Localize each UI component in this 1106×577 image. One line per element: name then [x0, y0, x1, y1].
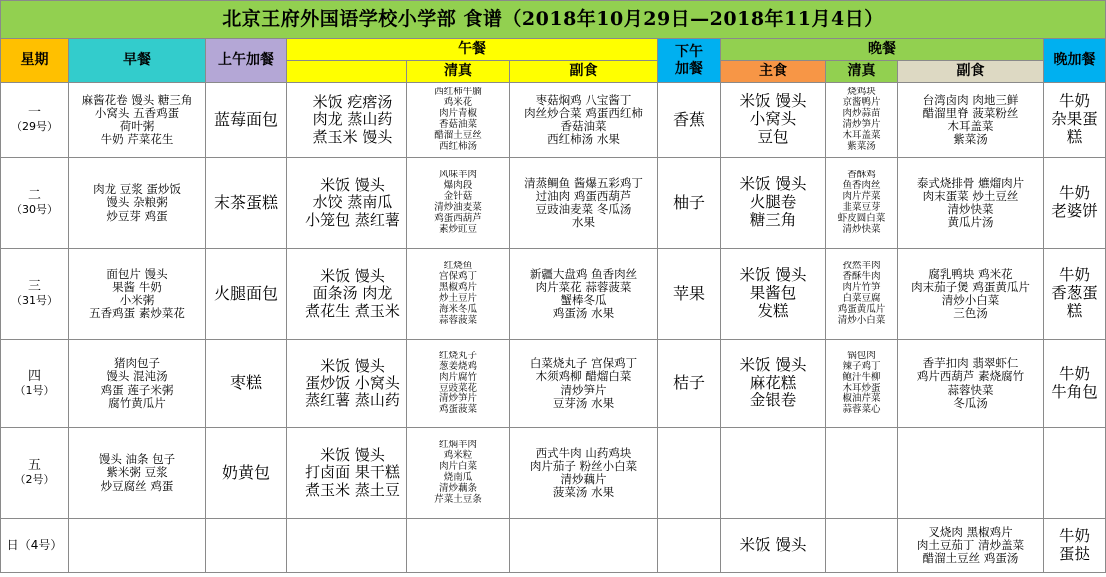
lunch-fushi-cell: 清蒸鲷鱼 酱爆五彩鸡丁 过油肉 鸡蛋西葫芦 豆豉油麦菜 冬瓜汤 水果: [510, 158, 658, 249]
weekday-cell: [1, 340, 69, 428]
pm-snack-cell: 桔子: [658, 340, 721, 428]
night-snack-cell: 牛奶 香葱蛋 糕: [1044, 249, 1106, 340]
weekday-cell: [1, 83, 69, 158]
dinner-fushi-cell: 香芋扣肉 翡翠虾仁 鸡片西葫芦 素烧腐竹 蒜蓉快菜 冬瓜汤: [898, 340, 1044, 428]
dinner-qingzhen-cell: [826, 158, 898, 249]
lunch-main-cell: 米饭 馒头 蛋炒饭 小窝头 蒸红薯 蒸山药: [287, 340, 407, 428]
lunch-fushi-cell: 西式牛肉 山药鸡块 肉片茄子 粉丝小白菜 清炒藕片 菠菜汤 水果: [510, 428, 658, 519]
weekday-cell: [1, 519, 69, 573]
night-snack-cell: 牛奶 老婆饼: [1044, 158, 1106, 249]
lunch-fushi-cell: [510, 519, 658, 573]
header-night-snack: 晚加餐: [1044, 39, 1106, 83]
header-dinner-qingzhen: 清真: [826, 61, 898, 83]
lunch-main-cell: 米饭 馒头 面条汤 肉龙 煮花生 煮玉米: [287, 249, 407, 340]
page-title: 北京王府外国语学校小学部 食谱（2018年10月29日—2018年11月4日）: [1, 1, 1106, 39]
weekday-cell: [1, 249, 69, 340]
header-dinner-zhushi: 主食: [721, 61, 826, 83]
date-label: （4号）: [18, 537, 63, 552]
dinner-qingzhen-text: 烧鸡块 京酱鸭片 肉炒蒜苗 清炒笋片 木耳盖菜 紫菜汤: [842, 87, 881, 152]
table-row: [1, 158, 1106, 249]
breakfast-cell: 馒头 油条 包子 紫米粥 豆浆 炒豆腐丝 鸡蛋: [69, 428, 206, 519]
header-dinner: 晚餐: [721, 39, 1044, 61]
am-snack-cell: 末茶蛋糕: [206, 158, 287, 249]
dinner-zhushi-cell: [721, 428, 826, 519]
pm-snack-cell: 柚子: [658, 158, 721, 249]
pm-snack-cell: [658, 428, 721, 519]
header-breakfast: 早餐: [69, 39, 206, 83]
lunch-main-cell: 米饭 疙瘩汤 肉龙 蒸山药 煮玉米 馒头: [287, 83, 407, 158]
lunch-fushi-cell: 枣菇焖鸡 八宝酱丁 肉丝炒合菜 鸡蛋西红柿 香菇油菜 西红柿汤 水果: [510, 83, 658, 158]
header-dinner-fushi: 副食: [898, 61, 1044, 83]
header-lunch: 午餐: [287, 39, 658, 61]
lunch-qingzhen-cell: [407, 158, 510, 249]
dinner-qingzhen-text: 锅包肉 辣子鸡丁 鲍汁牛柳 木耳炒蛋 椒油芹菜 蒜蓉菜心: [842, 350, 881, 416]
lunch-main-cell: 米饭 馒头 打卤面 果干糕 煮玉米 蒸土豆: [287, 428, 407, 519]
dinner-qingzhen-cell: [826, 519, 898, 573]
breakfast-cell: 猪肉包子 馒头 混沌汤 鸡蛋 莲子米粥 腐竹黄瓜片: [69, 340, 206, 428]
date-label: （31号）: [11, 294, 58, 308]
lunch-qingzhen-cell: [407, 519, 510, 573]
lunch-qingzhen-text: 风味羊肉 爆肉段 金针菇 清炒油麦菜 鸡蛋西葫芦 素炒豇豆: [434, 170, 482, 235]
table-row: [1, 83, 1106, 158]
lunch-main-cell: 米饭 馒头 水饺 蒸南瓜 小笼包 蒸红薯: [287, 158, 407, 249]
am-snack-cell: 火腿面包: [206, 249, 287, 340]
pm-snack-cell: 苹果: [658, 249, 721, 340]
lunch-qingzhen-text: 西红柿牛腩 鸡米花 肉片青椒 香菇油菜 醋溜土豆丝 西红柿汤: [434, 87, 482, 152]
lunch-qingzhen-text: 红烧丸子 葱姜烧鸡 肉片腐竹 豆豉菜花 清炒笋片 鸡蛋菠菜: [438, 350, 477, 416]
am-snack-cell: 蓝莓面包: [206, 83, 287, 158]
table-row: [1, 249, 1106, 340]
lunch-qingzhen-cell: [407, 83, 510, 158]
lunch-qingzhen-text: 红焖羊肉 鸡米粒 肉片白菜 烧南瓜 清炒藕条 芹菜土豆条: [434, 440, 482, 505]
dinner-zhushi-cell: 米饭 馒头: [721, 519, 826, 573]
night-snack-cell: [1044, 428, 1106, 519]
dinner-qingzhen-text: 孜然羊肉 香酥牛肉 肉片竹笋 白菜豆腐 鸡蛋黄瓜片 清炒小白菜: [837, 261, 886, 326]
dinner-qingzhen-text: 香酥鸡 鱼香肉丝 肉片芹菜 韭菜豆芽 虾皮圆白菜 清炒快菜: [837, 170, 886, 235]
dinner-qingzhen-cell: [826, 428, 898, 519]
breakfast-cell: 肉龙 豆浆 蛋炒饭 馒头 杂粮粥 炒豆芽 鸡蛋: [69, 158, 206, 249]
breakfast-cell: 面包片 馒头 果酱 牛奶 小米粥 五香鸡蛋 素炒菜花: [69, 249, 206, 340]
dinner-zhushi-cell: 米饭 馒头 小窝头 豆包: [721, 83, 826, 158]
header-weekday: 星期: [1, 39, 69, 83]
header-pm-snack: 下午 加餐: [658, 39, 721, 83]
weekday-label: 二: [27, 188, 41, 204]
breakfast-cell: [69, 519, 206, 573]
breakfast-cell: 麻酱花卷 馒头 糖三角 小窝头 五香鸡蛋 荷叶粥 牛奶 芹菜花生: [69, 83, 206, 158]
header-lunch-main: [287, 61, 407, 83]
weekday-label: 三: [27, 279, 41, 295]
weekday-label: 五: [27, 458, 41, 474]
dinner-qingzhen-cell: [826, 83, 898, 158]
night-snack-cell: 牛奶 牛角包: [1044, 340, 1106, 428]
lunch-fushi-cell: 白菜烧丸子 宫保鸡丁 木须鸡柳 醋熘白菜 清炒笋片 豆芽汤 水果: [510, 340, 658, 428]
date-label: （2号）: [14, 473, 55, 487]
pm-snack-cell: [658, 519, 721, 573]
weekday-label: 日: [6, 537, 19, 552]
header-am-snack: 上午加餐: [206, 39, 287, 83]
dinner-zhushi-cell: 米饭 馒头 火腿卷 糖三角: [721, 158, 826, 249]
dinner-fushi-cell: 台湾卤肉 肉地三鲜 醋溜里脊 菠菜粉丝 木耳盖菜 紫菜汤: [898, 83, 1044, 158]
night-snack-cell: 牛奶 蛋挞: [1044, 519, 1106, 573]
weekday-label: 一: [27, 105, 41, 121]
dinner-fushi-cell: 腐乳鸭块 鸡米花 肉末茄子煲 鸡蛋黄瓜片 清炒小白菜 三色汤: [898, 249, 1044, 340]
lunch-qingzhen-cell: [407, 340, 510, 428]
dinner-qingzhen-cell: [826, 249, 898, 340]
weekday-cell: [1, 428, 69, 519]
lunch-main-cell: [287, 519, 407, 573]
weekday-cell: [1, 158, 69, 249]
dinner-fushi-cell: 泰式烧排骨 爊熘肉片 肉末蛋菜 炒土豆丝 清炒快菜 黄瓜片汤: [898, 158, 1044, 249]
header-lunch-fushi: 副食: [510, 61, 658, 83]
pm-snack-cell: 香蕉: [658, 83, 721, 158]
date-label: （1号）: [14, 383, 55, 397]
header-lunch-qingzhen: 清真: [407, 61, 510, 83]
weekday-date-label: [1, 539, 68, 553]
am-snack-cell: 枣糕: [206, 340, 287, 428]
dinner-zhushi-cell: 米饭 馒头 果酱包 发糕: [721, 249, 826, 340]
date-label: （29号）: [11, 120, 58, 134]
table-row: [1, 519, 1106, 573]
lunch-qingzhen-cell: [407, 249, 510, 340]
am-snack-cell: 奶黄包: [206, 428, 287, 519]
night-snack-cell: 牛奶 杂果蛋 糕: [1044, 83, 1106, 158]
weekday-label: 四: [27, 368, 41, 384]
lunch-qingzhen-text: 红烧鱼 宫保鸡丁 黑椒鸡片 炒土豆片 海米冬瓜 蒜蓉菠菜: [438, 261, 477, 326]
table-row: [1, 340, 1106, 428]
dinner-zhushi-cell: 米饭 馒头 麻花糕 金银卷: [721, 340, 826, 428]
dinner-fushi-cell: 叉烧肉 黑椒鸡片 肉土豆茄丁 清炒盖菜 醋溜土豆丝 鸡蛋汤: [898, 519, 1044, 573]
lunch-fushi-cell: 新疆大盘鸡 鱼香肉丝 肉片菜花 蒜蓉菠菜 蟹棒冬瓜 鸡蛋汤 水果: [510, 249, 658, 340]
date-label: （30号）: [11, 203, 58, 217]
am-snack-cell: [206, 519, 287, 573]
dinner-qingzhen-cell: [826, 340, 898, 428]
dinner-fushi-cell: [898, 428, 1044, 519]
lunch-qingzhen-cell: [407, 428, 510, 519]
table-row: [1, 428, 1106, 519]
